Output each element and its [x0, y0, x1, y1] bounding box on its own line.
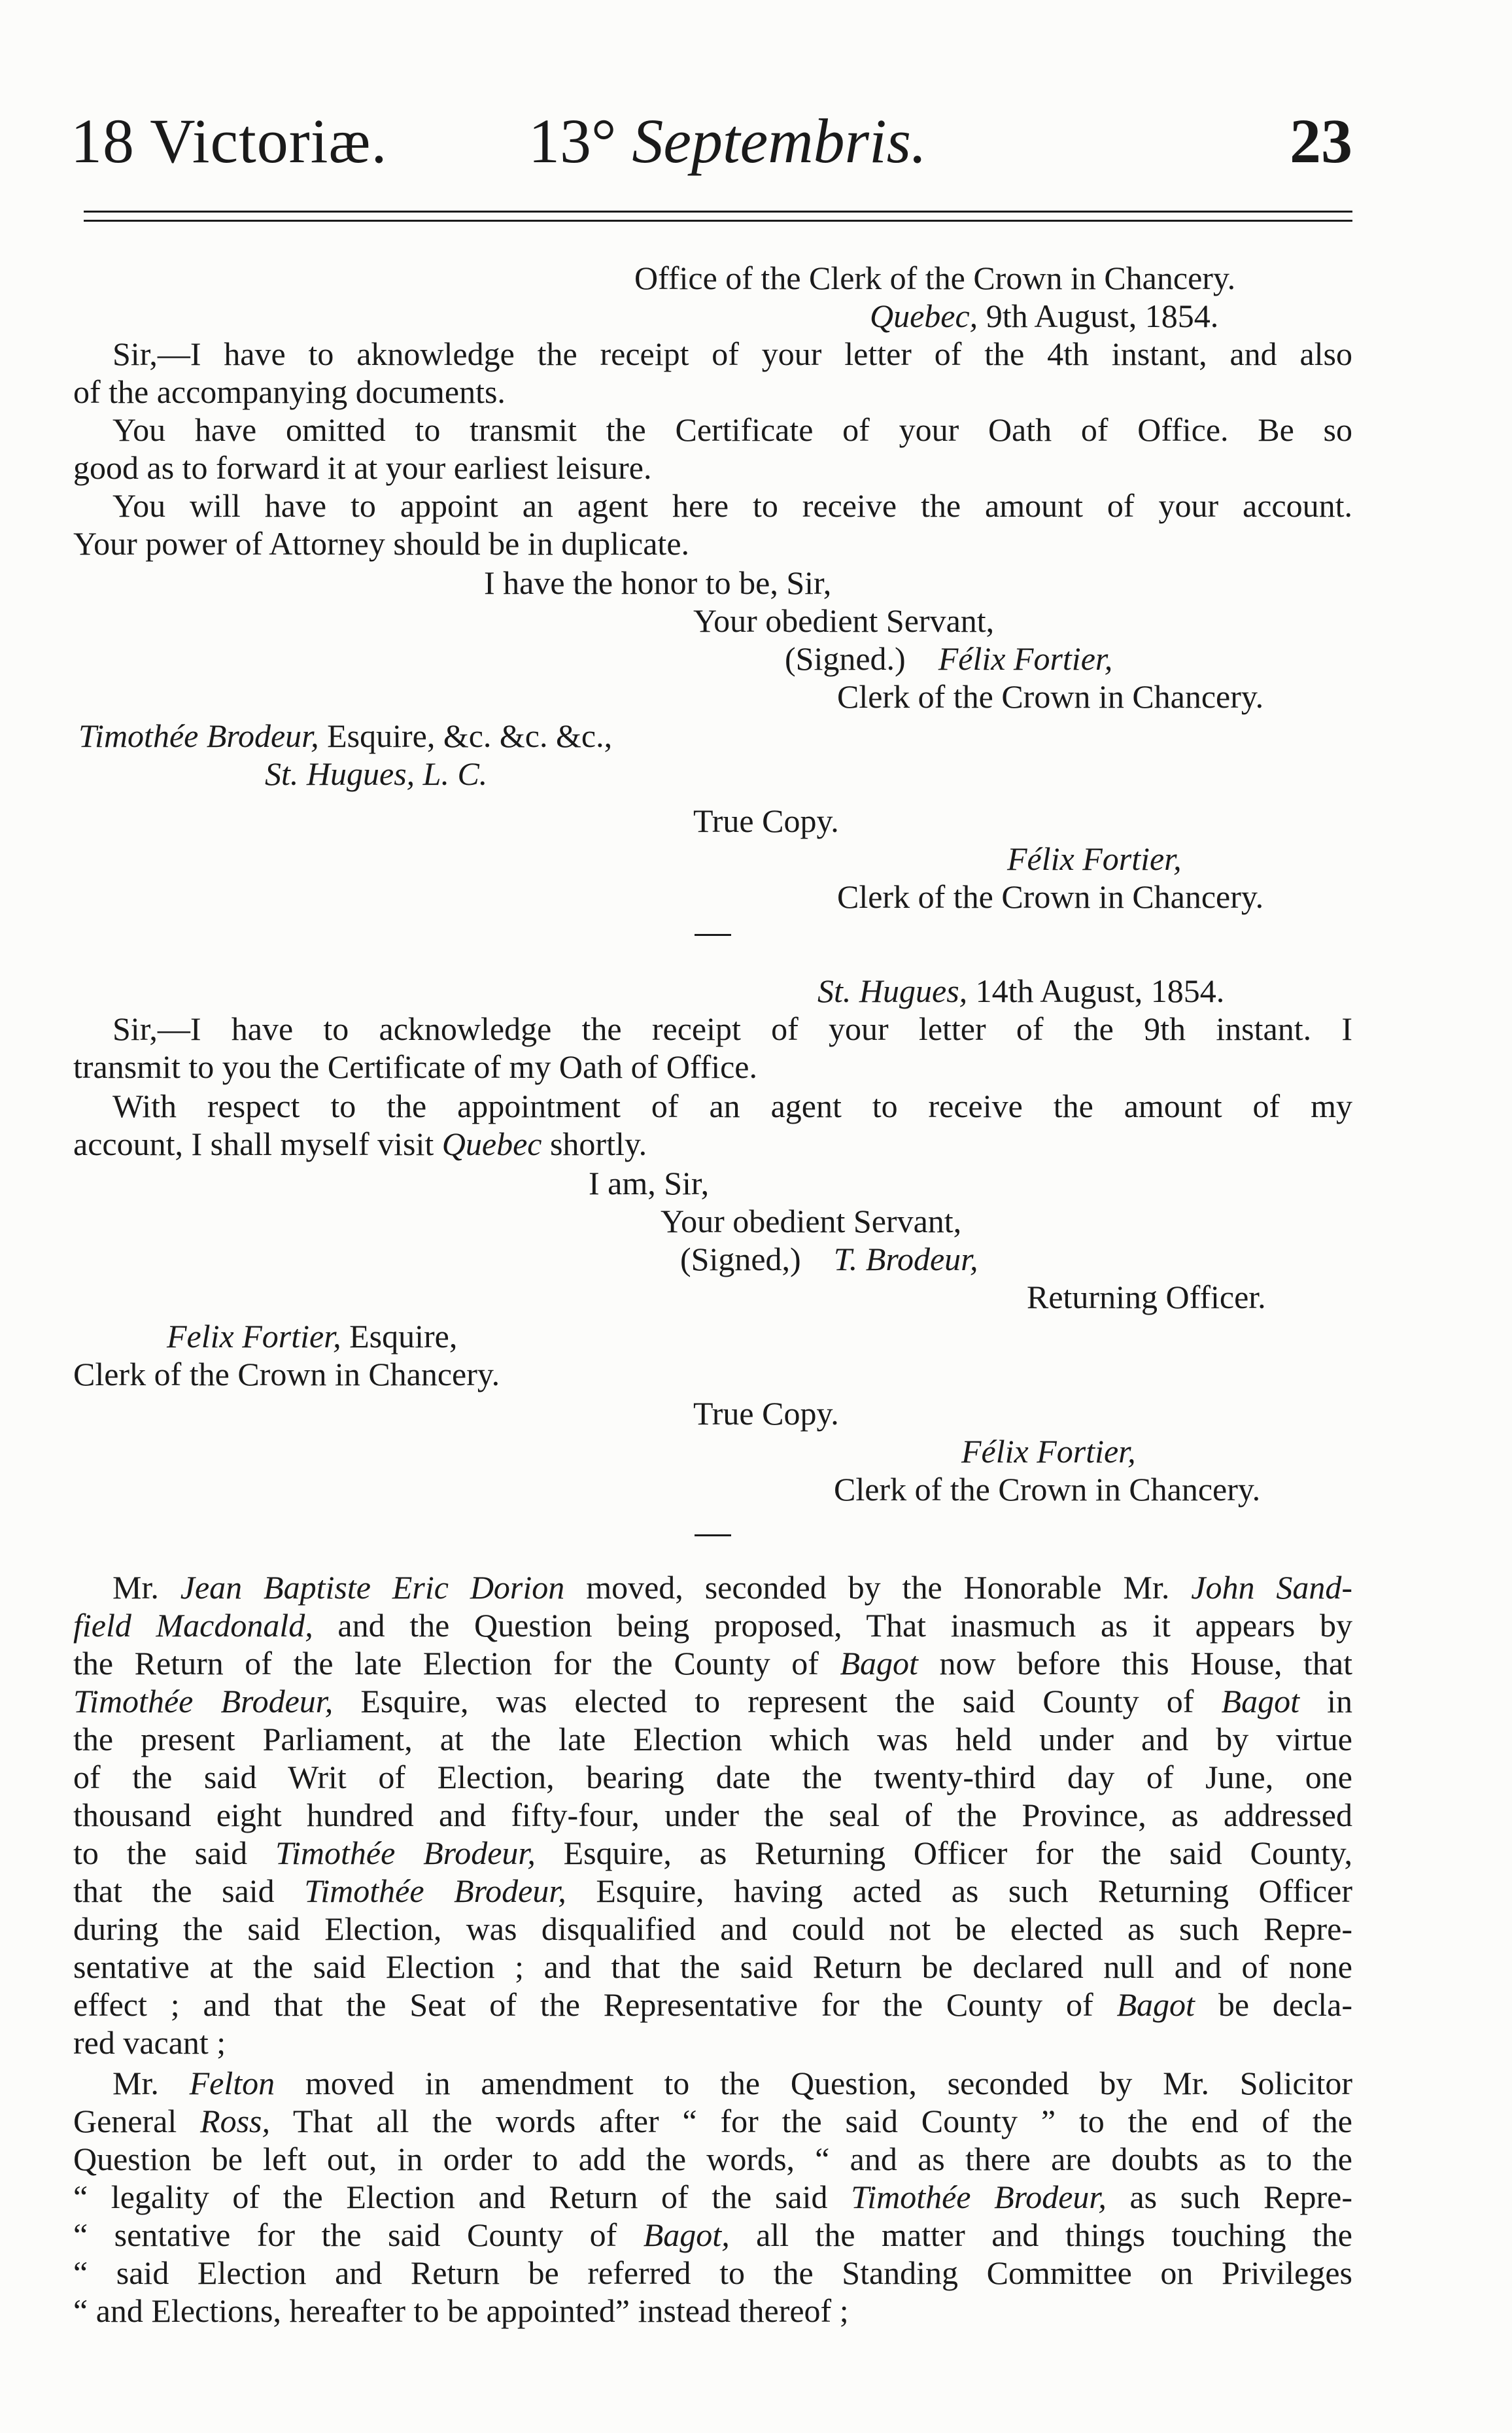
amendment-line — [73, 2102, 1352, 2140]
letter2-closing: I am, Sir, — [589, 1165, 710, 1201]
motion-text: now before this House, that — [918, 1645, 1352, 1682]
letter1-office: Office of the Clerk of the Crown in Chancery. — [634, 260, 1236, 296]
motion-line — [73, 1986, 1352, 2024]
motion-county: Bagot — [840, 1645, 918, 1682]
motion-person: Timothée Brodeur, — [304, 1872, 566, 1909]
letter1-date: 9th August, 1854. — [986, 298, 1219, 334]
motion-text: Esquire, as Returning Officer for the said County, — [535, 1835, 1352, 1871]
amendment-text: Mr. — [112, 2065, 190, 2101]
letter1-place: Quebec, — [870, 298, 978, 334]
motion-county: Bagot — [1221, 1683, 1299, 1719]
letter2-addressee-rest: Esquire, — [341, 1318, 458, 1355]
amendment-text: as such Repre- — [1106, 2179, 1352, 2215]
letter1-body-line: You have omitted to transmit the Certificate of your Oath of Office. Be so — [112, 411, 1352, 448]
letter1-copy-title: Clerk of the Crown in Chancery. — [837, 878, 1264, 915]
letter2-signer-title: Returning Officer. — [1027, 1279, 1266, 1315]
letter1-signed: (Signed.) — [785, 640, 906, 677]
letter1-body-line: Your power of Attorney should be in duplicate. — [73, 525, 690, 562]
motion-line: of the said Writ of Election, bearing date the twenty-third day of June, one — [73, 1759, 1352, 1795]
motion-text: moved, seconded by the Honorable Mr. — [564, 1569, 1192, 1606]
letter1-addressee-rest: Esquire, &c. &c. &c., — [318, 717, 613, 754]
amendment-county: Bagot, — [643, 2217, 730, 2253]
motion-text: Esquire, was elected to represent the said County of — [333, 1683, 1222, 1719]
motion-line: the present Parliament, at the late Election which was held under and by virtue — [73, 1721, 1352, 1757]
amendment-mover: Felton — [189, 2065, 275, 2101]
amendment-text: That all the words after “ for the said County ” to the end of the — [270, 2103, 1353, 2139]
letter2-copy-signer — [961, 1432, 1136, 1470]
letter2-date: 14th August, 1854. — [967, 973, 1225, 1009]
motion-line: red vacant ; — [73, 2024, 226, 2061]
motion-county: Bagot — [1116, 1986, 1195, 2023]
amendment-line — [73, 2178, 1352, 2216]
letter1-true-copy: True Copy. — [693, 802, 839, 839]
letter2-body-line: Sir,—I have to acknowledge the receipt of your letter of the 9th instant. I — [112, 1010, 1352, 1047]
letter1-copy-signer — [1007, 840, 1182, 878]
letter1-body-line: Sir,—I have to aknowledge the receipt of your letter of the 4th instant, and also — [112, 336, 1352, 372]
letter1-body-line: good as to forward it at your earliest leisure. — [73, 449, 652, 486]
amendment-text: moved in amendment to the Question, seconded by Mr. Solicitor — [275, 2065, 1352, 2101]
amendment-line: “ and Elections, hereafter to be appointed” instead thereof ; — [73, 2292, 849, 2329]
letter2-place: St. Hugues, — [817, 973, 968, 1009]
header-rule-bottom — [84, 220, 1352, 222]
motion-text: to the said — [73, 1835, 275, 1871]
motion-line — [73, 1872, 1352, 1910]
letter2-signature-line — [680, 1240, 978, 1278]
motion-mover: Jean Baptiste Eric Dorion — [180, 1569, 565, 1606]
letter1-signer: Félix Fortier, — [938, 640, 1113, 677]
amendment-person: Timothée Brodeur, — [851, 2179, 1107, 2215]
header-rule-top — [84, 211, 1352, 213]
motion-line — [73, 1834, 1352, 1872]
letter1-dateline — [870, 297, 1218, 335]
motion-text: and the Question being proposed, That inasmuch as it appears by — [313, 1607, 1352, 1644]
motion-person: Timothée Brodeur, — [275, 1835, 536, 1871]
letter1-addressee-place — [265, 755, 487, 793]
motion-line — [112, 1568, 1352, 1606]
motion-line: thousand eight hundred and fifty-four, under the seal of the Province, as addressed — [73, 1797, 1352, 1833]
motion-text: that the said — [73, 1872, 305, 1909]
amendment-text: “ sentative for the said County of — [73, 2217, 644, 2253]
letter1-addressee-place-text: St. Hugues, L. C. — [265, 755, 488, 792]
letter2-body-text: account, I shall myself visit — [73, 1126, 442, 1162]
letter2-servant: Your obedient Servant, — [661, 1203, 962, 1239]
motion-text: in — [1299, 1683, 1352, 1719]
amendment-line: “ said Election and Return be referred to the Standing Committee on Privileges — [73, 2254, 1352, 2291]
motion-text: Esquire, having acted as such Returning Officer — [566, 1872, 1352, 1909]
letter2-copy-title: Clerk of the Crown in Chancery. — [834, 1471, 1261, 1508]
letter2-signer: T. Brodeur, — [833, 1241, 978, 1277]
page-number: 23 — [1290, 106, 1352, 176]
letter2-true-copy: True Copy. — [693, 1395, 839, 1432]
motion-line — [73, 1682, 1352, 1720]
header-month: Septembris. — [632, 106, 927, 176]
motion-seconder: John Sand- — [1191, 1569, 1353, 1606]
letter1-addressee — [78, 717, 612, 755]
letter1-servant: Your obedient Servant, — [693, 602, 995, 639]
motion-text: effect ; and that the Seat of the Representative for the County of — [73, 1986, 1117, 2023]
section-divider — [695, 1534, 731, 1536]
letter1-body-line: You will have to appoint an agent here to receive the amount of your account. — [112, 487, 1352, 524]
amendment-seconder: Ross, — [200, 2103, 271, 2139]
letter1-signature-line — [785, 640, 1112, 678]
motion-person: Timothée Brodeur, — [73, 1683, 334, 1719]
header-date — [528, 105, 927, 177]
amendment-text: General — [73, 2103, 201, 2139]
letter1-closing: I have the honor to be, Sir, — [484, 564, 832, 601]
letter1-signer-title: Clerk of the Crown in Chancery. — [837, 678, 1264, 715]
motion-text: be decla- — [1194, 1986, 1353, 2023]
letter2-body-place: Quebec — [441, 1126, 542, 1162]
amendment-text: all the matter and things touching the — [729, 2217, 1352, 2253]
section-divider — [695, 934, 731, 936]
letter2-body-line: With respect to the appointment of an agent to receive the amount of my — [112, 1088, 1352, 1124]
page-header — [71, 105, 1352, 190]
header-regnal-year: 18 Victoriæ. — [71, 106, 388, 176]
amendment-text: “ legality of the Election and Return of the said — [73, 2179, 851, 2215]
motion-line: sentative at the said Election ; and that the said Return be declared null and of none — [73, 1948, 1352, 1985]
letter1-addressee-name: Timothée Brodeur, — [78, 717, 319, 754]
letter1-body-line: of the accompanying documents. — [73, 373, 506, 410]
letter2-addressee — [167, 1317, 457, 1355]
header-day: 13° — [528, 106, 617, 176]
motion-line — [73, 1606, 1352, 1644]
motion-seconder: field Macdonald, — [73, 1607, 313, 1644]
letter1-copy-signer-text: Félix Fortier, — [1007, 840, 1182, 877]
letter2-body-text: shortly. — [541, 1126, 647, 1162]
letter2-dateline — [817, 972, 1224, 1010]
amendment-line — [112, 2064, 1352, 2102]
motion-text: Mr. — [112, 1569, 180, 1606]
motion-line: during the said Election, was disqualified and could not be elected as such Repre- — [73, 1910, 1352, 1947]
letter2-signed: (Signed,) — [680, 1241, 801, 1277]
letter2-addressee-name: Felix Fortier, — [167, 1318, 341, 1355]
letter2-addressee-title: Clerk of the Crown in Chancery. — [73, 1356, 500, 1392]
letter2-body-line — [73, 1125, 647, 1163]
motion-text: the Return of the late Election for the County of — [73, 1645, 840, 1682]
letter2-copy-signer-text: Félix Fortier, — [961, 1433, 1136, 1470]
amendment-line — [73, 2216, 1352, 2254]
letter2-body-line: transmit to you the Certificate of my Oath of Office. — [73, 1048, 757, 1085]
motion-line — [73, 1644, 1352, 1682]
amendment-line: Question be left out, in order to add the words, “ and as there are doubts as to the — [73, 2141, 1352, 2177]
